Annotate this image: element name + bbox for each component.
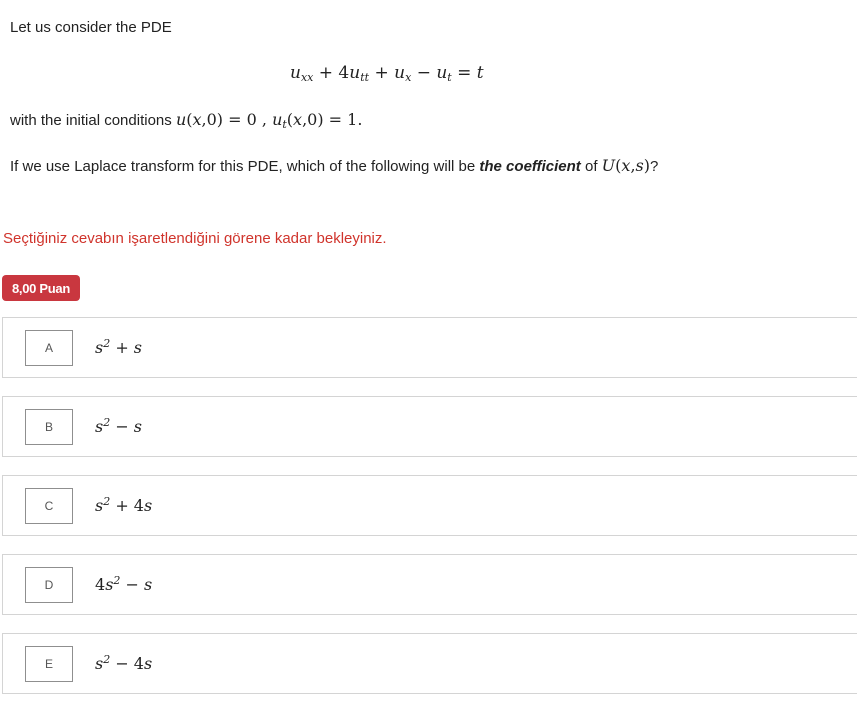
points-badge: 8,00 Puan — [2, 275, 80, 301]
prompt-prefix: If we use Laplace transform for this PDE, which of the following will be — [10, 158, 476, 175]
conditions-math: u(x,0) = 0 , $u_t(x,0) = 1$. — [175, 110, 363, 131]
answer-option-b[interactable] — [2, 396, 857, 457]
prompt-suffix: ? — [650, 158, 659, 175]
answer-option-d[interactable] — [2, 554, 857, 615]
option-letter[interactable]: B — [25, 409, 73, 445]
pde-equation: $u_{xx} + 4u_{tt} + u_x - u_t = t$ — [290, 63, 484, 84]
conditions-prefix: with the initial conditions — [10, 112, 172, 129]
initial-conditions — [10, 110, 362, 131]
option-letter[interactable]: D — [25, 567, 73, 603]
question-intro: Let us consider the PDE — [10, 19, 172, 36]
option-text: $s^2 + 4s$ — [95, 495, 153, 515]
option-text: $s^2 - s$ — [95, 416, 143, 436]
answer-option-c[interactable] — [2, 475, 857, 536]
option-text: $s^2 + s$ — [95, 337, 143, 357]
option-letter[interactable]: A — [25, 330, 73, 366]
prompt-math: U(x,s) — [601, 156, 650, 175]
option-text: $s^2 - 4s$ — [95, 653, 153, 673]
answer-option-e[interactable] — [2, 633, 857, 694]
answer-option-a[interactable] — [2, 317, 857, 378]
wait-warning: Seçtiğiniz cevabın işaretlendiğini görene kadar bekleyiniz. — [3, 230, 387, 247]
option-letter[interactable]: E — [25, 646, 73, 682]
prompt-mid: of — [584, 158, 598, 175]
option-letter[interactable]: C — [25, 488, 73, 524]
prompt-emphasis: the coefficient — [479, 158, 581, 175]
question-prompt — [10, 156, 658, 177]
option-text: $4s^2 - s$ — [95, 574, 153, 594]
